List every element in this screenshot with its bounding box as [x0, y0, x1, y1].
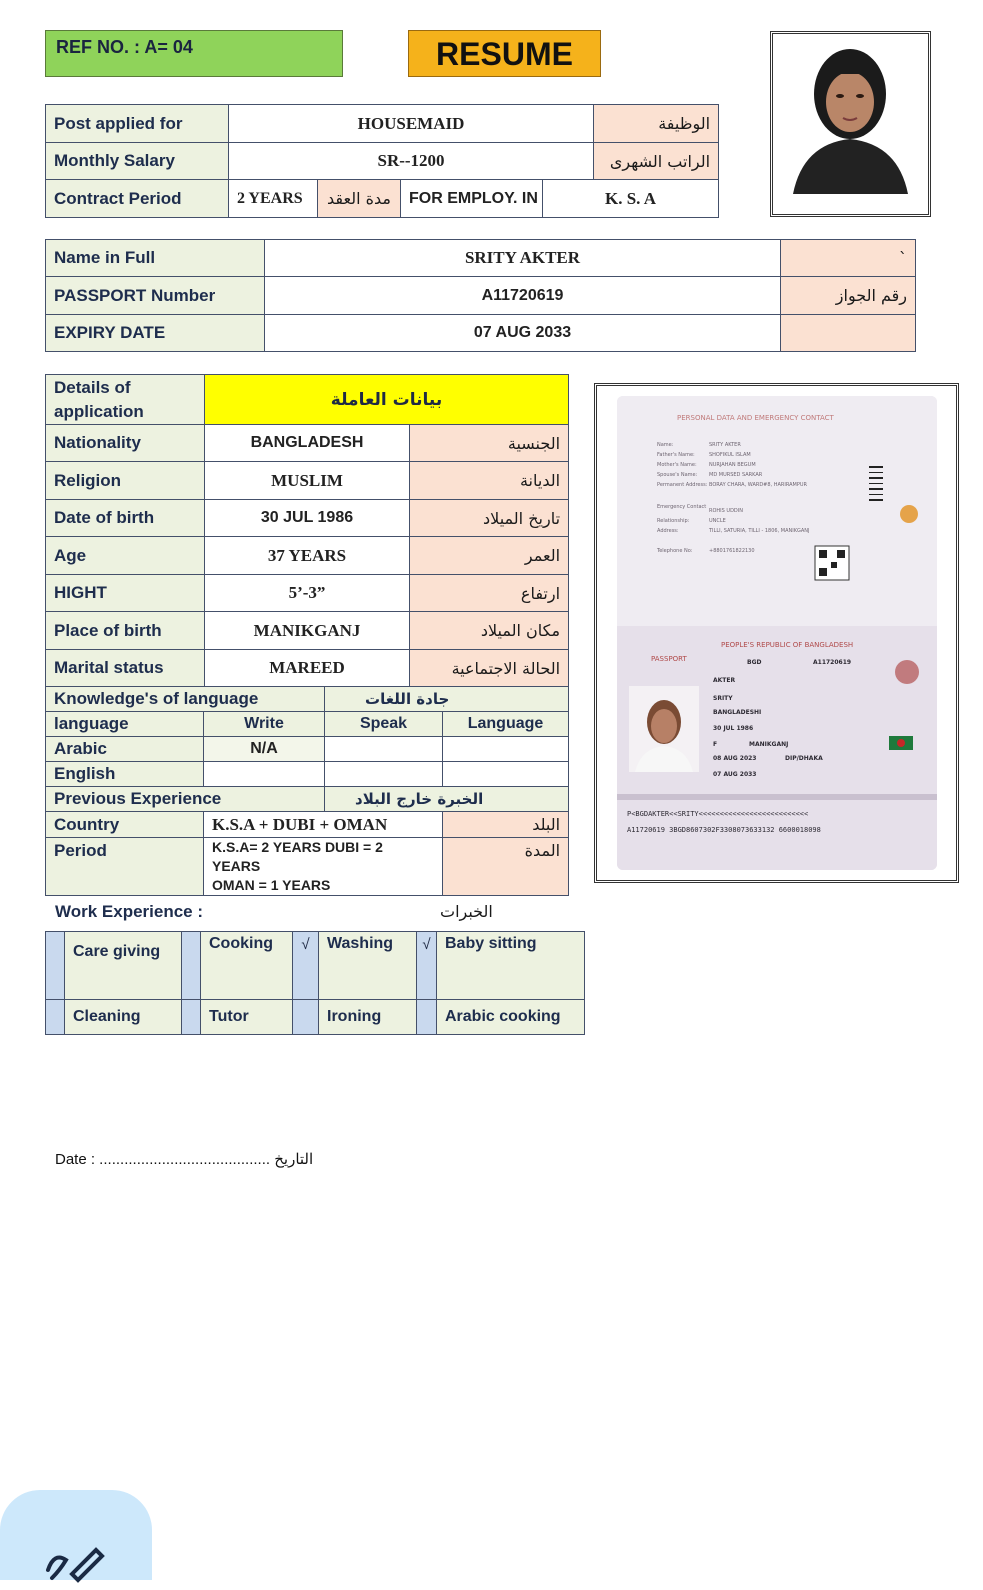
baby-sitting-check[interactable]: √: [417, 932, 437, 1000]
period-label: Period: [46, 838, 204, 896]
marital-value: MAREED: [205, 650, 410, 687]
svg-text:BORAY CHARA, WARD#8, HARIRAMPU: BORAY CHARA, WARD#8, HARIRAMPUR: [709, 482, 808, 488]
salary-value: SR--1200: [229, 143, 594, 180]
expiry-label: EXPIRY DATE: [46, 315, 265, 352]
details-header-ar: بيانات العاملة: [205, 375, 569, 425]
employ-value: K. S. A: [543, 180, 719, 218]
passport-mrz-2: A11720619 3BGD8607302F3308073633132 6600018098: [627, 826, 821, 834]
svg-text:Emergency Contact: Emergency Contact: [657, 504, 707, 510]
arabic-label: Arabic: [46, 737, 204, 762]
cooking-check[interactable]: [182, 932, 201, 1000]
language-title-ar: جادة اللغات: [325, 687, 569, 712]
svg-text:SHOFIKUL ISLAM: SHOFIKUL ISLAM: [709, 452, 751, 458]
passport-nationality: BANGLADESHI: [713, 709, 762, 716]
passport-dob: 30 JUL 1986: [713, 725, 754, 732]
english-write: [204, 762, 325, 787]
period-value: [204, 838, 443, 896]
col-write: Write: [204, 712, 325, 737]
nationality-label: Nationality: [46, 425, 205, 462]
col-language: language: [46, 712, 204, 737]
arabic-language: [443, 737, 569, 762]
age-label: Age: [46, 537, 205, 575]
passport-doc-label: PASSPORT: [651, 655, 687, 663]
english-speak: [325, 762, 443, 787]
experience-title-ar: الخبرة خارج البلاد: [325, 787, 569, 812]
svg-text:Permanent Address:: Permanent Address:: [657, 482, 708, 488]
svg-text:Address:: Address:: [657, 528, 679, 534]
svg-text:MD MURSED SARKAR: MD MURSED SARKAR: [709, 472, 763, 478]
height-label-ar: ارتفاع: [410, 575, 569, 612]
arabic-cooking-label: Arabic cooking: [437, 1000, 585, 1035]
work-title-ar: الخبرات: [440, 902, 493, 921]
work-title: Work Experience :: [55, 902, 204, 921]
work-table: [45, 931, 585, 1035]
tutor-check[interactable]: [182, 1000, 201, 1035]
passport-expiry: 07 AUG 2033: [713, 771, 757, 778]
applicant-photo: [770, 31, 931, 217]
period-line-2: OMAN = 1 YEARS: [212, 877, 331, 893]
baby-sitting-label: Baby sitting: [437, 932, 585, 1000]
pob-value: MANIKGANJ: [205, 612, 410, 650]
dob-value: 30 JUL 1986: [205, 500, 410, 537]
details-header-label: Details of application: [46, 375, 205, 425]
marital-label: Marital status: [46, 650, 205, 687]
ironing-label: Ironing: [319, 1000, 417, 1035]
period-label-ar: المدة: [443, 838, 569, 896]
svg-text:NURJAHAN BEGUM: NURJAHAN BEGUM: [709, 462, 756, 468]
cooking-label: Cooking: [201, 932, 293, 1000]
english-label: English: [46, 762, 204, 787]
salary-label: Monthly Salary: [46, 143, 229, 180]
portrait-image: [773, 34, 928, 214]
height-value: 5’-3”: [205, 575, 410, 612]
name-label: Name in Full: [46, 240, 265, 277]
page-title: RESUME: [408, 30, 601, 77]
age-value: 37 YEARS: [205, 537, 410, 575]
svg-text:Mother's Name:: Mother's Name:: [657, 462, 697, 468]
post-label: Post applied for: [46, 105, 229, 143]
country-label-ar: البلد: [443, 812, 569, 838]
cleaning-check[interactable]: [46, 1000, 65, 1035]
passport-mrz-1: P<BGDAKTER<<SRITY<<<<<<<<<<<<<<<<<<<<<<<<<<: [627, 810, 809, 818]
language-title: Knowledge's of language: [46, 687, 325, 712]
age-label-ar: العمر: [410, 537, 569, 575]
religion-label-ar: الديانة: [410, 462, 569, 500]
svg-text:Telephone No:: Telephone No:: [657, 548, 693, 554]
religion-label: Religion: [46, 462, 205, 500]
period-line-1: K.S.A= 2 YEARS DUBI = 2 YEARS: [212, 839, 383, 874]
post-label-ar: الوظيفة: [594, 105, 719, 143]
passport-sex: F: [713, 741, 718, 748]
passport-section-title: PERSONAL DATA AND EMERGENCY CONTACT: [677, 414, 834, 422]
passport-authority: DIP/DHAKA: [785, 755, 823, 762]
expiry-label-ar: [781, 315, 916, 352]
date-line: Date : ......................................... التاريخ: [55, 1151, 314, 1168]
country-value: K.S.A + DUBI + OMAN: [204, 812, 443, 838]
washing-label: Washing: [319, 932, 417, 1000]
post-value: HOUSEMAID: [229, 105, 594, 143]
arabic-speak: [325, 737, 443, 762]
passport-label-ar: رقم الجواز: [781, 277, 916, 315]
svg-text:Spouse's Name:: Spouse's Name:: [657, 472, 698, 478]
passport-scan: [594, 383, 959, 883]
name-label-ar: `: [781, 240, 916, 277]
experience-title: Previous Experience: [46, 787, 325, 812]
dob-label: Date of birth: [46, 500, 205, 537]
arabic-cooking-check[interactable]: [417, 1000, 437, 1035]
religion-value: MUSLIM: [205, 462, 410, 500]
col-language-2: Language: [443, 712, 569, 737]
cleaning-label: Cleaning: [65, 1000, 182, 1035]
pencil-icon: [40, 1530, 120, 1590]
passport-code: BGD: [747, 659, 762, 666]
dob-label-ar: تاريخ الميلاد: [410, 500, 569, 537]
washing-check[interactable]: √: [293, 932, 319, 1000]
employ-label: FOR EMPLOY. IN: [401, 180, 543, 218]
pob-label: Place of birth: [46, 612, 205, 650]
svg-text:UNCLE: UNCLE: [709, 518, 726, 524]
passport-value: A11720619: [265, 277, 781, 315]
tutor-label: Tutor: [201, 1000, 293, 1035]
details-table: [45, 374, 569, 687]
language-table: [45, 686, 569, 896]
passport-number: A11720619: [813, 659, 852, 666]
passport-pob: MANIKGANJ: [749, 741, 789, 748]
contract-label: Contract Period: [46, 180, 229, 218]
post-table: [45, 104, 719, 218]
care-check[interactable]: [46, 932, 65, 1000]
svg-text:SRITY AKTER: SRITY AKTER: [709, 442, 741, 448]
svg-text:+8801761822130: +8801761822130: [709, 548, 755, 554]
marital-label-ar: الحالة الاجتماعية: [410, 650, 569, 687]
english-language: [443, 762, 569, 787]
passport-image: [617, 396, 937, 870]
passport-country: PEOPLE'S REPUBLIC OF BANGLADESH: [721, 641, 854, 649]
passport-given: SRITY: [713, 695, 733, 702]
nationality-value: BANGLADESH: [205, 425, 410, 462]
svg-text:Father's Name:: Father's Name:: [657, 452, 695, 458]
arabic-write: N/A: [204, 737, 325, 762]
passport-label: PASSPORT Number: [46, 277, 265, 315]
passport-issue: 08 AUG 2023: [713, 755, 757, 762]
edit-button[interactable]: [0, 1490, 152, 1580]
passport-graphic: [617, 396, 937, 870]
care-giving-label: Care giving: [65, 932, 182, 1000]
svg-text:Relationship:: Relationship:: [657, 518, 690, 524]
contract-label-ar: مدة العقد: [318, 180, 401, 218]
identity-table: [45, 239, 916, 352]
salary-label-ar: الراتب الشهرى: [594, 143, 719, 180]
name-value: SRITY AKTER: [265, 240, 781, 277]
country-label: Country: [46, 812, 204, 838]
passport-surname: AKTER: [713, 677, 736, 684]
pob-label-ar: مكان الميلاد: [410, 612, 569, 650]
ref-number: REF NO. : A= 04: [45, 30, 343, 77]
height-label: HIGHT: [46, 575, 205, 612]
ironing-check[interactable]: [293, 1000, 319, 1035]
svg-text:Name:: Name:: [657, 442, 674, 448]
col-speak: Speak: [325, 712, 443, 737]
expiry-value: 07 AUG 2033: [265, 315, 781, 352]
nationality-label-ar: الجنسية: [410, 425, 569, 462]
contract-value: 2 YEARS: [229, 180, 318, 218]
svg-text:ROHIS UDDIN: ROHIS UDDIN: [709, 508, 743, 514]
svg-text:TILLI, SATURIA, TILLI - 1806,: TILLI, SATURIA, TILLI - 1806, MANIKGANJ: [709, 528, 810, 534]
